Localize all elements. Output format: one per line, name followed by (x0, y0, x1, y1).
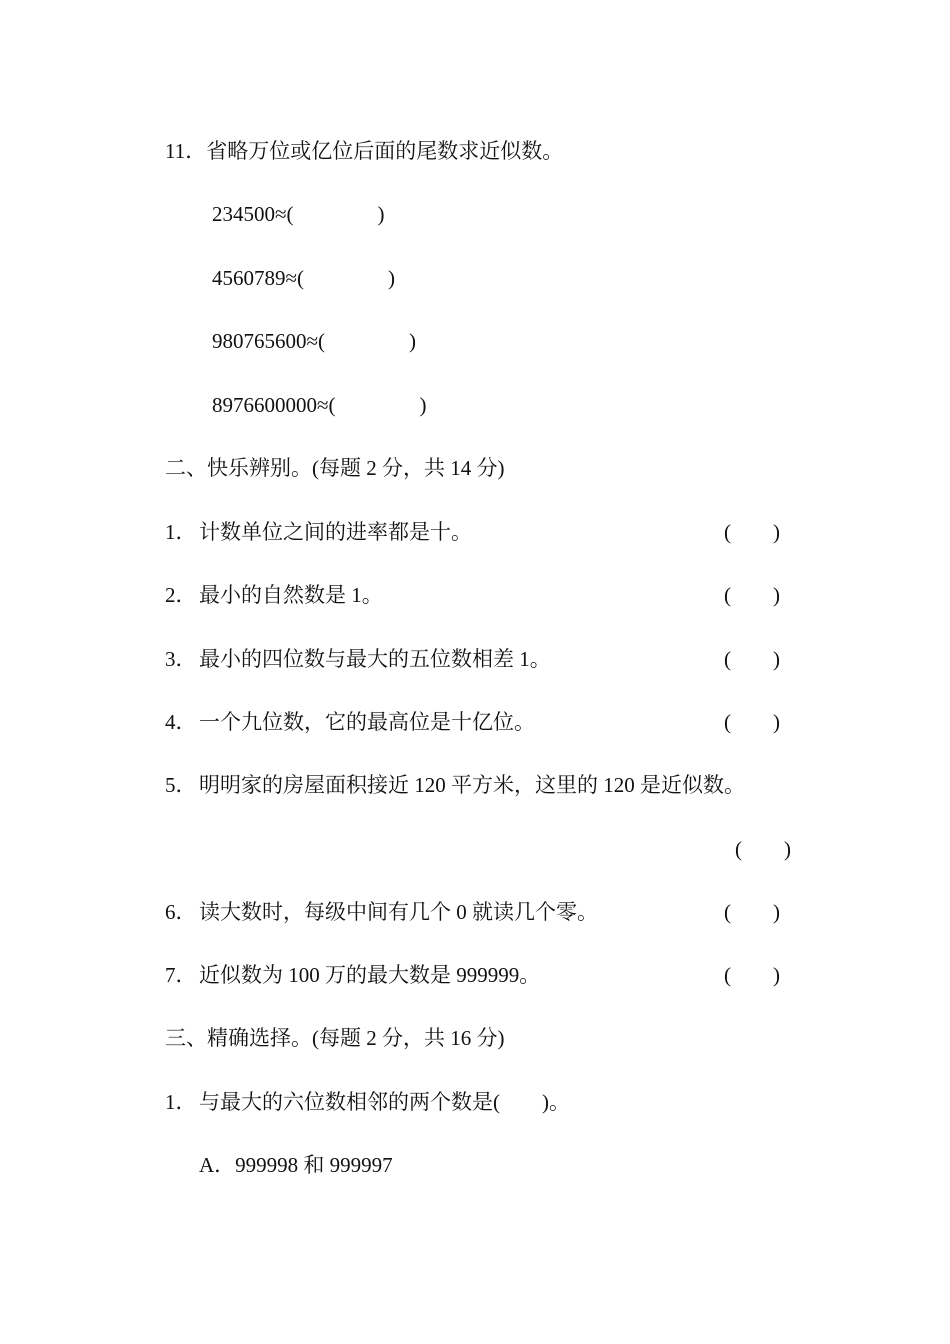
item-text: 最小的四位数与最大的五位数相差 1。 (199, 647, 551, 671)
approx-item-1: 234500≈( ) (212, 202, 385, 226)
choice-option-a: A．999998 和 999997 (199, 1153, 393, 1177)
item-text: 与最大的六位数相邻的两个数是( )。 (199, 1090, 570, 1114)
approx-item-3: 980765600≈( ) (212, 329, 417, 353)
judge-item-2 (165, 582, 383, 608)
approx-item-4: 8976600000≈( ) (212, 393, 427, 417)
approx-item-2: 4560789≈( ) (212, 266, 396, 290)
judge-item-7 (165, 962, 540, 988)
section-3-heading: 三、精确选择。(每题 2 分，共 16 分) (165, 1026, 505, 1050)
item-number: 1． (165, 1090, 197, 1114)
judge-item-4 (165, 709, 535, 735)
item-number: 4． (165, 710, 197, 734)
item-text: 最小的自然数是 1。 (199, 583, 383, 607)
choice-question-1 (165, 1089, 570, 1115)
answer-paren-5: ( ) (735, 837, 791, 861)
answer-paren-6: ( ) (724, 900, 780, 924)
answer-paren-1: ( ) (724, 520, 780, 544)
question-11-stem (165, 138, 563, 164)
item-text: 计数单位之间的进率都是十。 (199, 520, 472, 544)
section-2-heading: 二、快乐辨别。(每题 2 分，共 14 分) (165, 456, 505, 480)
answer-paren-4: ( ) (724, 710, 780, 734)
item-number: 7． (165, 963, 197, 987)
item-number: 2． (165, 583, 197, 607)
item-text: 一个九位数，它的最高位是十亿位。 (199, 710, 535, 734)
item-number: 5． (165, 773, 197, 797)
item-number: 3． (165, 647, 197, 671)
judge-item-3 (165, 646, 551, 672)
item-number: 1． (165, 520, 197, 544)
item-text: 明明家的房屋面积接近 120 平方米，这里的 120 是近似数。 (199, 773, 745, 797)
answer-paren-3: ( ) (724, 647, 780, 671)
answer-paren-2: ( ) (724, 583, 780, 607)
answer-paren-7: ( ) (724, 963, 780, 987)
item-text: 读大数时，每级中间有几个 0 就读几个零。 (199, 900, 598, 924)
item-number: 6． (165, 900, 197, 924)
judge-item-6 (165, 899, 598, 925)
judge-item-5 (165, 772, 745, 798)
question-text: 省略万位或亿位后面的尾数求近似数。 (206, 139, 564, 163)
item-text: 近似数为 100 万的最大数是 999999。 (199, 963, 541, 987)
judge-item-1 (165, 519, 472, 545)
question-number: 11． (165, 139, 207, 163)
